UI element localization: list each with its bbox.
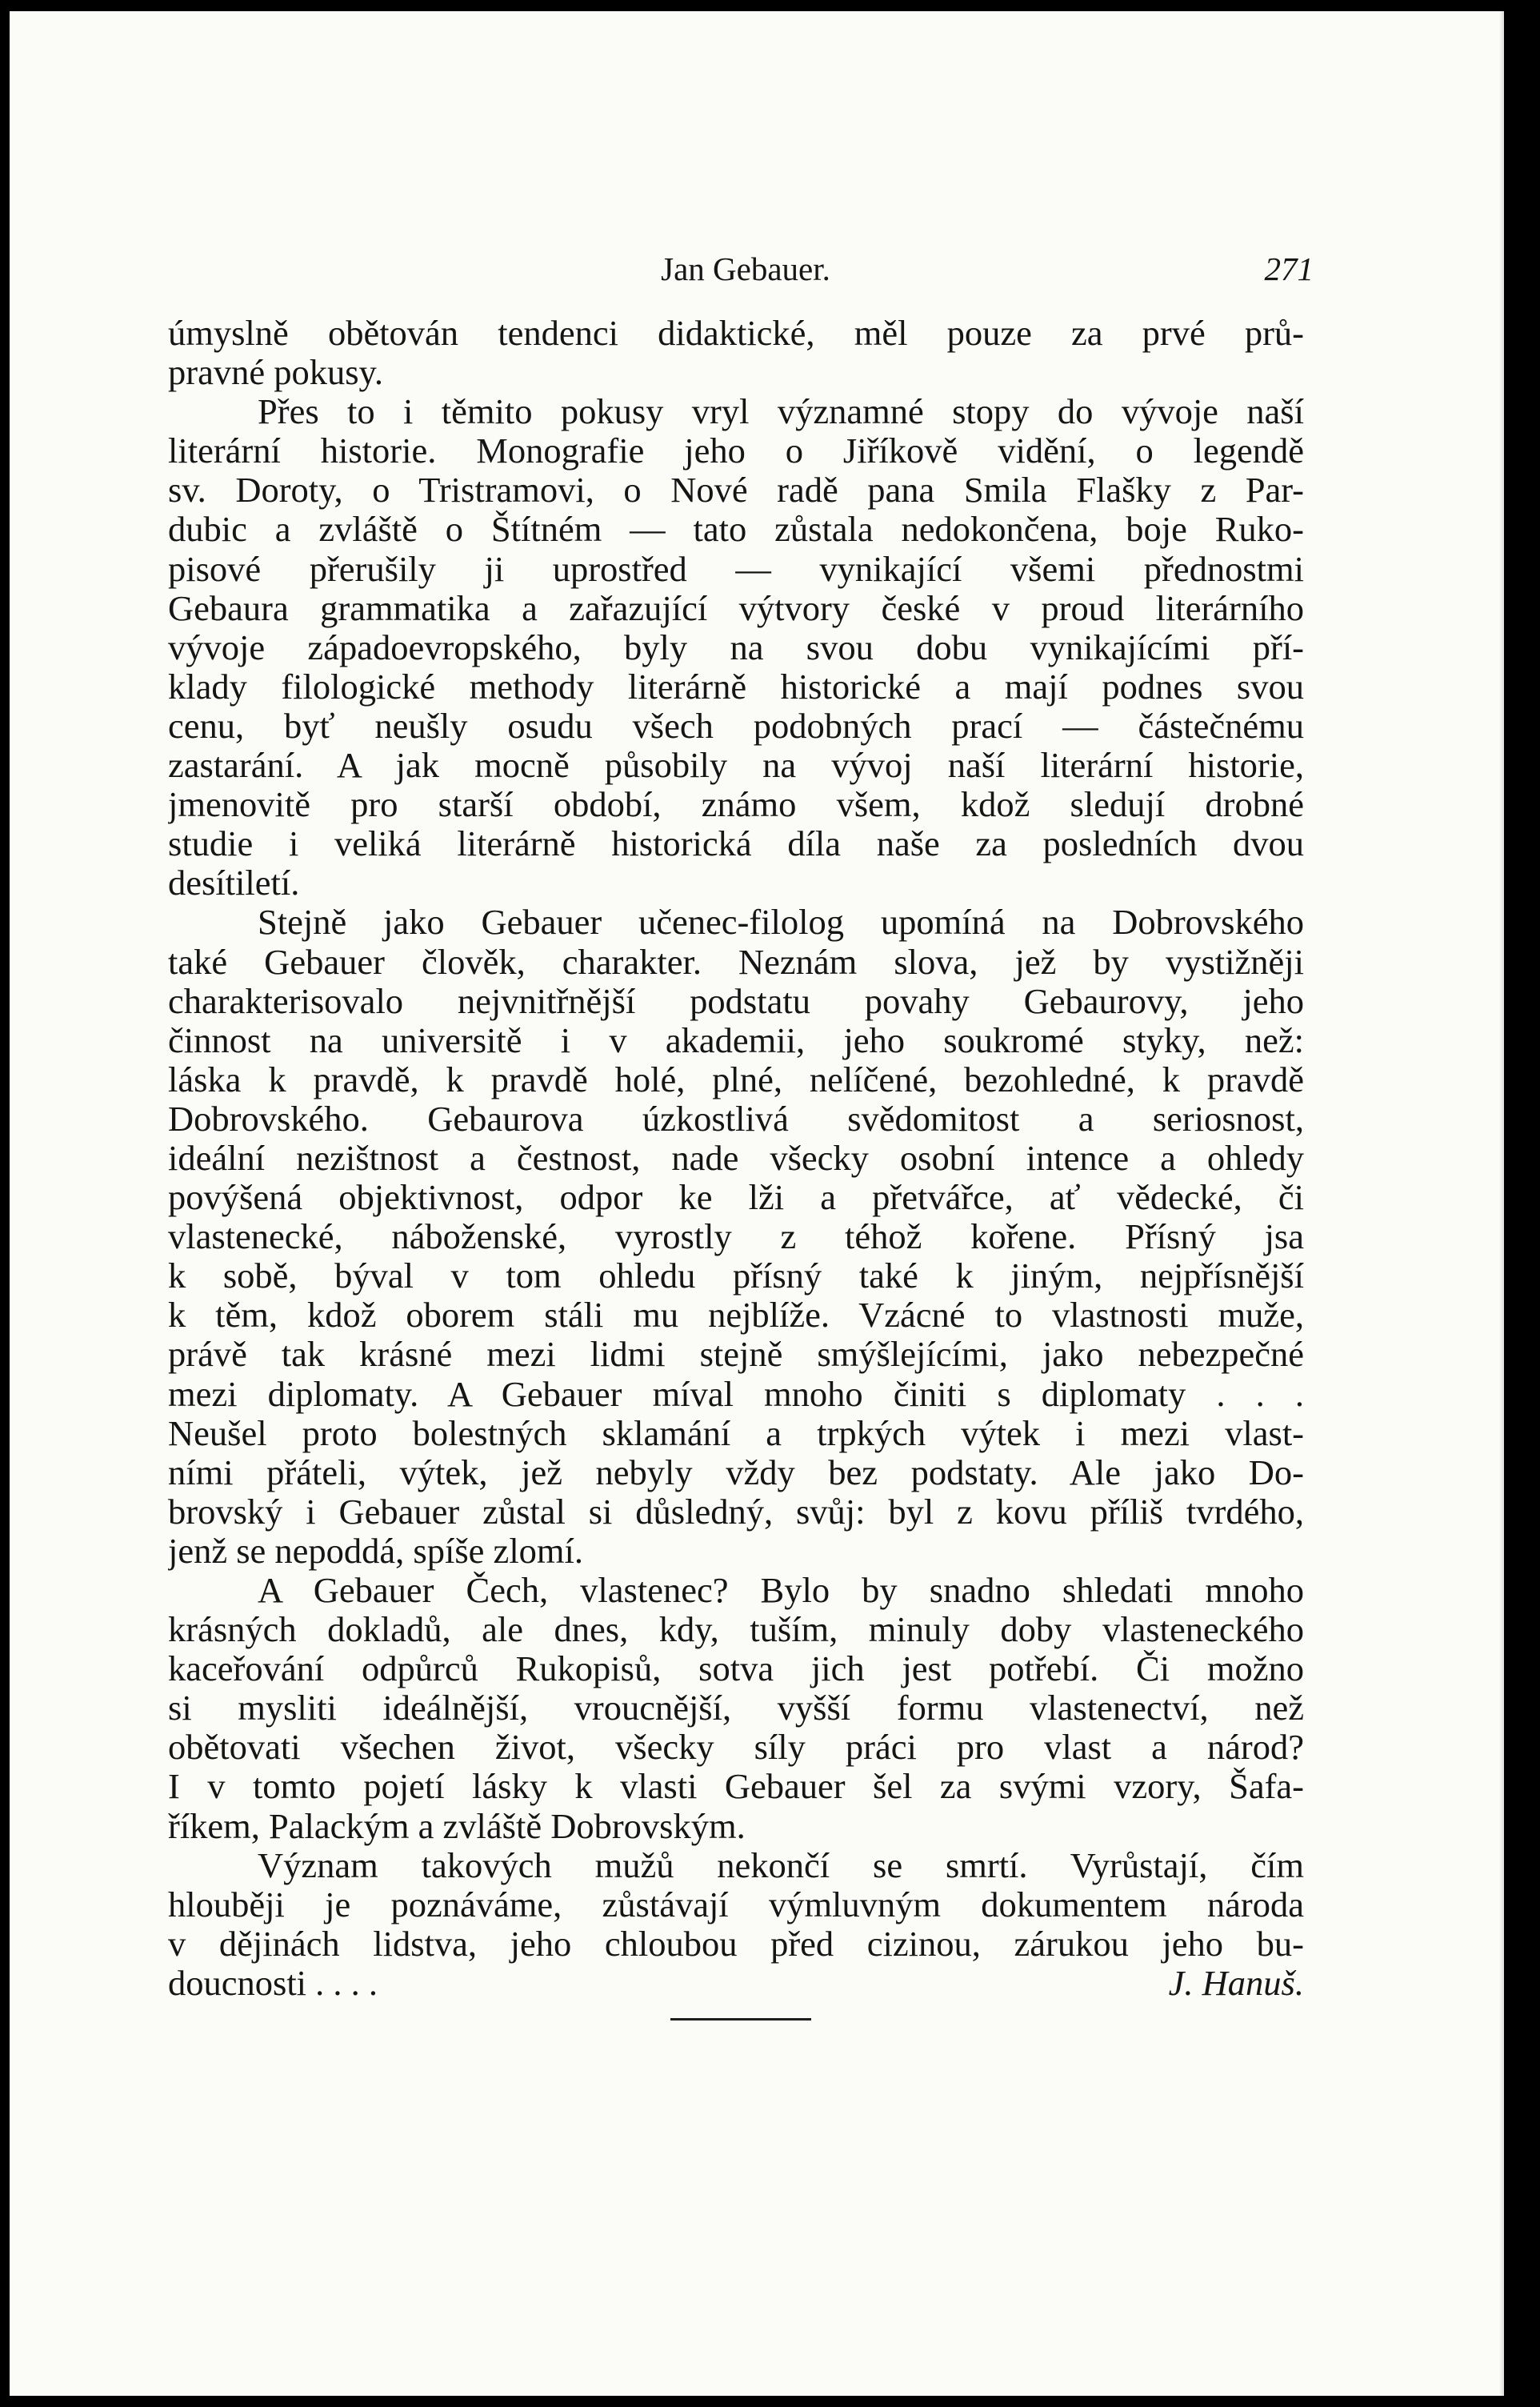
text-line: úmyslně obětován tendenci didaktické, měl pouze za prvé prů- bbox=[168, 314, 1304, 353]
text-line: dubic a zvláště o Štítném — tato zůstala nedokončena, boje Ruko- bbox=[168, 510, 1304, 550]
text-line: charakterisovalo nejvnitřnější podstatu povahy Gebaurovy, jeho bbox=[168, 981, 1304, 1021]
text-line: Stejně jako Gebauer učenec-filolog upomíná na Dobrovského bbox=[258, 903, 1304, 943]
body-text bbox=[168, 314, 1304, 2003]
text-line: vlastenecké, náboženské, vyrostly z téhož kořene. Přísný jsa bbox=[168, 1217, 1304, 1257]
text-line: I v tomto pojetí lásky k vlasti Gebauer šel za svými vzory, Šafa- bbox=[168, 1767, 1304, 1807]
text-line: zastarání. A jak mocně působily na vývoj naší literární historie, bbox=[168, 746, 1304, 786]
end-rule bbox=[670, 2018, 811, 2021]
text-line: Význam takových mužů nekončí se smrtí. Vyrůstají, čím bbox=[258, 1845, 1304, 1885]
text-line: vývoje západoevropského, byly na svou dobu vynikajícími pří- bbox=[168, 627, 1304, 667]
text-line: Dobrovského. Gebaurova úzkostlivá svědomitost a seriosnost, bbox=[168, 1099, 1304, 1139]
text-line: krásných dokladů, ale dnes, kdy, tuším, minuly doby vlasteneckého bbox=[168, 1610, 1304, 1650]
text-line: Gebaura grammatika a zařazující výtvory české v proud literárního bbox=[168, 588, 1304, 628]
text-line: povýšená objektivnost, odpor ke lži a přetvářce, ať vědecké, či bbox=[168, 1178, 1304, 1218]
text-line: pisové přerušily ji uprostřed — vynikající všemi přednostmi bbox=[168, 549, 1304, 589]
text-line: činnost na universitě i v akademii, jeho soukromé styky, než: bbox=[168, 1020, 1304, 1060]
text-line: desítiletí. bbox=[168, 863, 300, 903]
text-line: také Gebauer člověk, charakter. Neznám slova, jež by vystižněji bbox=[168, 942, 1304, 982]
text-line: k těm, kdož oborem stáli mu nejblíže. Vzácné to vlastnosti muže, bbox=[168, 1296, 1304, 1336]
author-signature: J. Hanuš. bbox=[1168, 1962, 1304, 2003]
text-line: pravné pokusy. bbox=[168, 353, 383, 393]
text-line: jenž se nepoddá, spíše zlomí. bbox=[168, 1531, 584, 1571]
text-line: cenu, byť neušly osudu všech podobných prací — částečnému bbox=[168, 706, 1304, 746]
text-line: obětovati všechen život, všecky síly práci pro vlast a národ? bbox=[168, 1728, 1304, 1768]
text-line: právě tak krásné mezi lidmi stejně smýšlejícími, jako nebezpečné bbox=[168, 1335, 1304, 1375]
text-line: kaceřování odpůrců Rukopisů, sotva jich jest potřebí. Či možno bbox=[168, 1649, 1304, 1689]
running-header bbox=[178, 250, 1314, 290]
running-title: Jan Gebauer. bbox=[661, 250, 830, 287]
text-line: říkem, Palackým a zvláště Dobrovským. bbox=[168, 1806, 746, 1846]
text-line: ideální nezištnost a čestnost, nade všecky osobní intence a ohledy bbox=[168, 1138, 1304, 1178]
text-line: Přes to i těmito pokusy vryl významné stopy do vývoje naší bbox=[258, 392, 1304, 432]
closing-line bbox=[168, 1964, 1304, 2003]
text-line: A Gebauer Čech, vlastenec? Bylo by snadno shledati mnoho bbox=[258, 1571, 1304, 1610]
text-line: klady filologické methody literárně historické a mají podnes svou bbox=[168, 667, 1304, 707]
text-line: láska k pravdě, k pravdě holé, plné, nelíčené, bezohledné, k pravdě bbox=[168, 1059, 1304, 1099]
text-line: k sobě, býval v tom ohledu přísný také k jiným, nejpřísnější bbox=[168, 1256, 1304, 1296]
text-line: studie i veliká literárně historická díla naše za posledních dvou bbox=[168, 824, 1304, 864]
text-line: Neušel proto bolestných sklamání a trpkých výtek i mezi vlast- bbox=[168, 1413, 1304, 1453]
text-line: hlouběji je poznáváme, zůstávají výmluvným dokumentem národa bbox=[168, 1884, 1304, 1924]
page-edge-shadow bbox=[1499, 11, 1504, 2396]
text-line: brovský i Gebauer zůstal si důsledný, svůj: byl z kovu příliš tvrdého, bbox=[168, 1492, 1304, 1532]
text-line: v dějinách lidstva, jeho chloubou před cizinou, zárukou jeho bu- bbox=[168, 1924, 1304, 1964]
text-line: literární historie. Monografie jeho o Jiříkově vidění, o legendě bbox=[168, 431, 1304, 471]
text-line: ními přáteli, výtek, jež nebyly vždy bez podstaty. Ale jako Do- bbox=[168, 1452, 1304, 1492]
page-number: 271 bbox=[1264, 250, 1314, 287]
closing-text: doucnosti . . . . bbox=[168, 1962, 378, 2003]
text-line: mezi diplomaty. A Gebauer míval mnoho činiti s diplomaty . . . bbox=[168, 1374, 1304, 1414]
text-line: jmenovitě pro starší období, známo všem, kdož sledují drobné bbox=[168, 785, 1304, 825]
text-line: sv. Doroty, o Tristramovi, o Nové radě pana Smila Flašky z Par- bbox=[168, 471, 1304, 511]
text-line: si mysliti ideálnější, vroucnější, vyšší formu vlastenectví, než bbox=[168, 1688, 1304, 1728]
